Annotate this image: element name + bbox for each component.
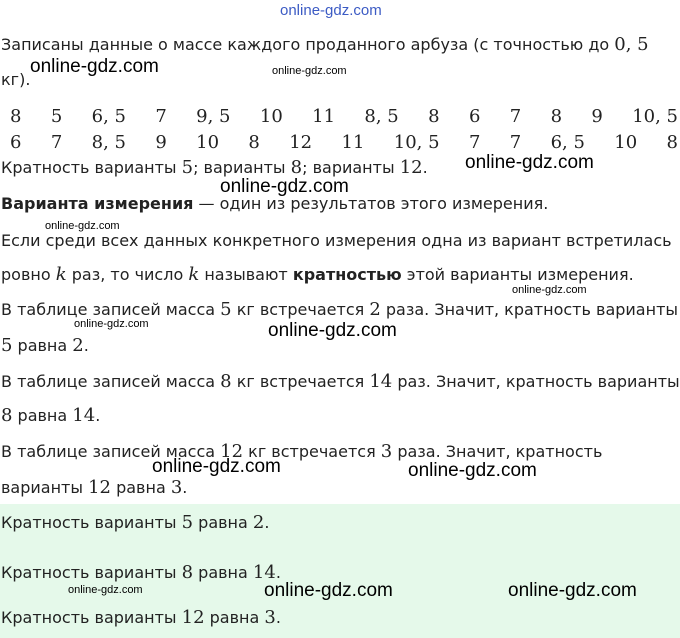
data-cell: 8 (666, 132, 678, 153)
data-cell: 6, 5 (550, 132, 585, 153)
watermark-top: online-gdz.com (280, 2, 382, 19)
data-row-1 (10, 106, 678, 127)
watermark: online-gdz.com (68, 584, 143, 596)
explanation-1-line-1: В таблице записей масса 5 кг встречается 2 раза. Значит, кратность варианты (1, 299, 679, 320)
data-cell: 6 (468, 106, 481, 127)
data-cell: 7 (509, 106, 522, 127)
data-cell: 6, 5 (91, 106, 126, 127)
explanation-2-line-2: 8 равна 14. (1, 405, 101, 426)
intro-line-2: кг). (1, 70, 31, 89)
definition-multiplicity-line-2: ровно k раз, то число k называют кратностью этой варианты измерения. (1, 264, 634, 285)
data-cell: 8 (248, 132, 260, 153)
data-row-2 (10, 132, 678, 153)
data-cell: 8 (10, 106, 22, 127)
data-cell: 7 (50, 132, 63, 153)
data-cell: 7 (468, 132, 481, 153)
explanation-2-line-1: В таблице записей масса 8 кг встречается 14 раз. Значит, кратность варианты (1, 371, 680, 392)
watermark: online-gdz.com (74, 318, 149, 330)
data-cell: 10 (259, 106, 283, 127)
answer-1: Кратность варианты 5 равна 2. (1, 512, 270, 533)
watermark: online-gdz.com (465, 152, 594, 173)
data-cell: 11 (341, 132, 365, 153)
watermark: online-gdz.com (264, 580, 393, 601)
intro-line-1: Записаны данные о массе каждого проданного арбуза (с точностью до 0, 5 (1, 34, 649, 55)
answer-3: Кратность варианты 12 равна 3. (1, 607, 281, 628)
watermark: online-gdz.com (508, 580, 637, 601)
definition-variant: Варианта измерения — один из результатов этого измерения. (1, 194, 549, 213)
explanation-3-line-2: варианты 12 равна 3. (1, 477, 188, 498)
data-cell: 8, 5 (91, 132, 126, 153)
data-cell: 10, 5 (632, 106, 678, 127)
data-cell: 10 (614, 132, 638, 153)
definition-multiplicity-line-1: Если среди всех данных конкретного измерения одна из вариант встретилась (1, 231, 672, 250)
data-cell: 8, 5 (364, 106, 399, 127)
data-cell: 10, 5 (393, 132, 440, 153)
watermark: online-gdz.com (512, 284, 587, 296)
watermark: online-gdz.com (30, 56, 159, 77)
watermark: online-gdz.com (152, 456, 281, 477)
data-cell: 9, 5 (196, 106, 231, 127)
watermark: online-gdz.com (272, 65, 347, 77)
watermark: online-gdz.com (408, 460, 537, 481)
data-cell: 10 (196, 132, 220, 153)
data-cell: 11 (312, 106, 336, 127)
watermark: online-gdz.com (268, 320, 397, 341)
answer-2: Кратность варианты 8 равна 14. (1, 562, 281, 583)
data-cell: 5 (50, 106, 63, 127)
data-cell: 8 (428, 106, 440, 127)
explanation-3-line-1: В таблице записей масса 12 кг встречается 3 раза. Значит, кратность (1, 441, 603, 462)
watermark: online-gdz.com (220, 176, 349, 197)
data-cell: 7 (509, 132, 522, 153)
task-line: Кратность варианты 5; варианты 8; варианты 12. (1, 157, 428, 178)
data-cell: 7 (155, 106, 167, 127)
explanation-1-line-2: 5 равна 2. (1, 335, 89, 356)
data-cell: 12 (289, 132, 313, 153)
watermark: online-gdz.com (45, 220, 120, 232)
data-cell: 9 (155, 132, 167, 153)
data-cell: 8 (550, 106, 563, 127)
data-cell: 6 (10, 132, 22, 153)
data-cell: 9 (591, 106, 603, 127)
